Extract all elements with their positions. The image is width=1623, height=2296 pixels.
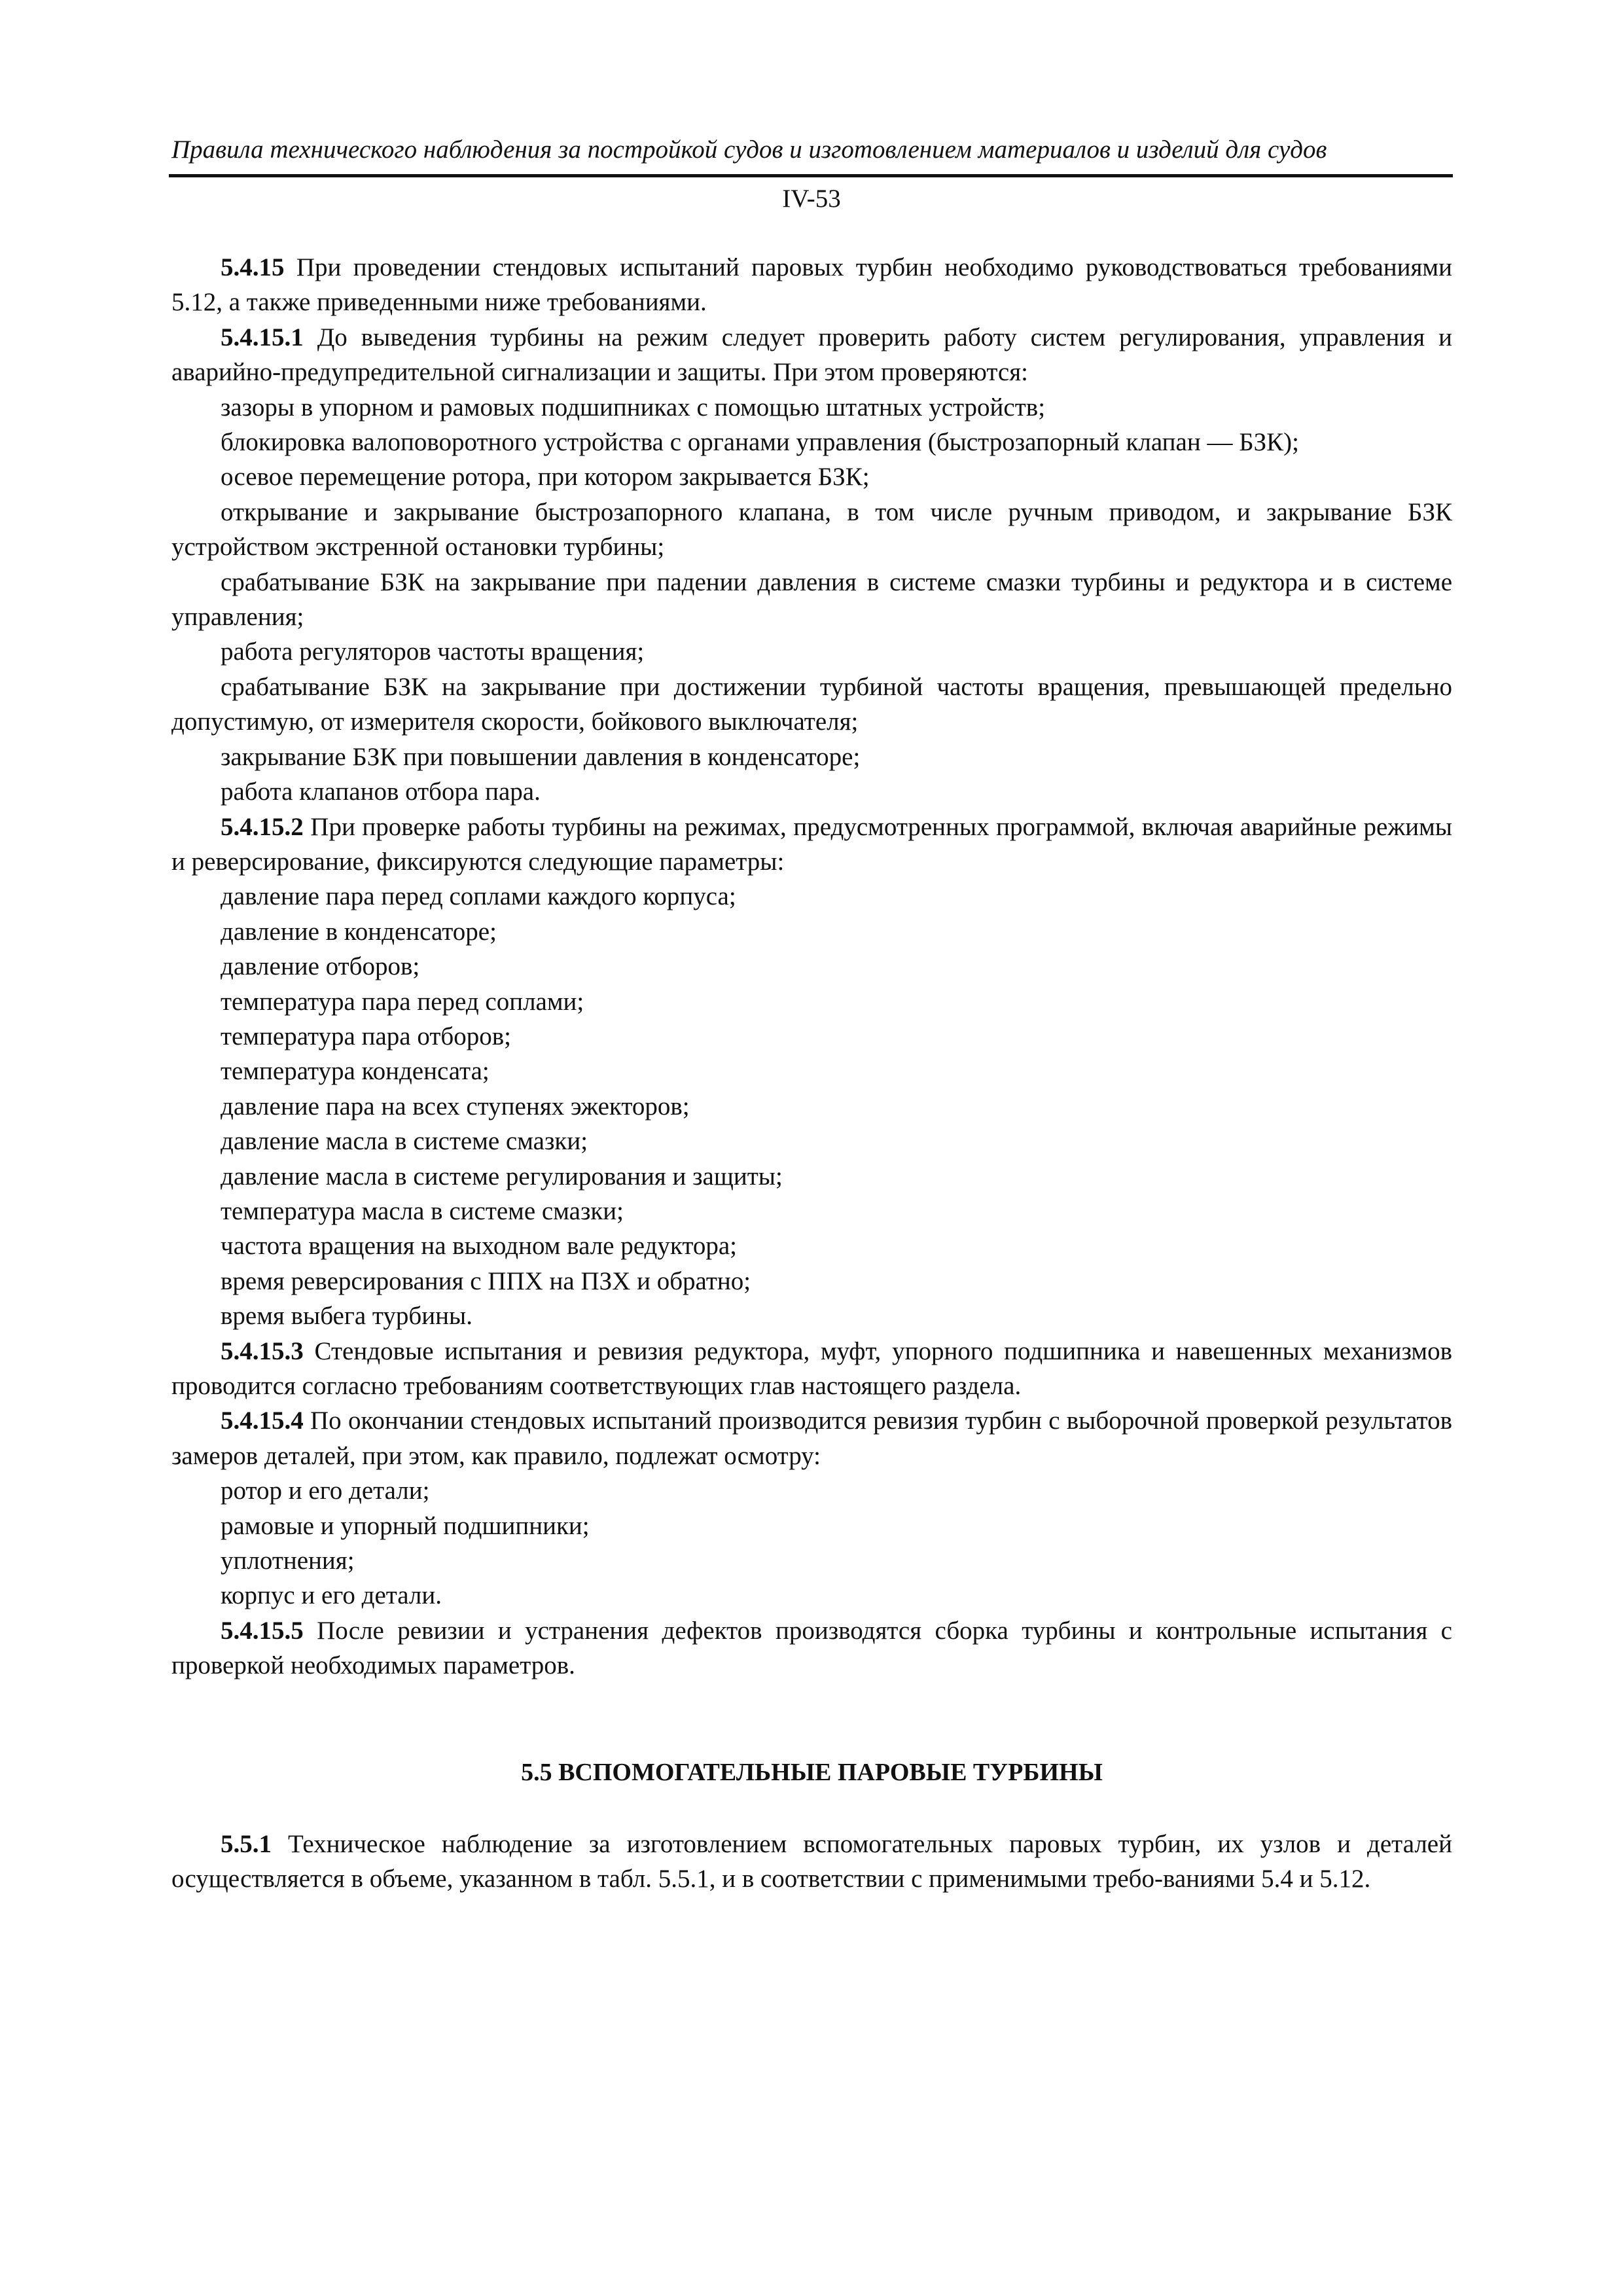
list-item: работа регуляторов частоты вращения; [221,637,645,666]
clause-number: 5.4.15 [221,253,285,281]
clause-text: По окончании стендовых испытаний производится ревизия турбин с выборочной проверкой результатов замеров деталей, при этом, как правило, подлежат осмотру: [171,1407,1452,1470]
document-body [171,250,1452,1897]
clause-number: 5.4.15.3 [221,1336,304,1365]
list-item: время выбега турбины. [221,1302,473,1331]
page-number: IV-53 [782,185,841,213]
clause-text: Техническое наблюдение за изготовлением вспомогательных паровых турбин, их узлов и деталей осуществляется в объеме, указанном в табл. 5.5.1, и в соответствии с применимыми требо-ваниями 5.4 и 5.12. [171,1830,1452,1893]
list-item: частота вращения на выходном вале редуктора; [221,1232,737,1261]
list-item: блокировка валоповоротного устройства с органами управления (быстрозапорный клапан — БЗК); [221,428,1299,457]
clause-5-4-15 [171,250,1452,320]
clause-text: До выведения турбины на режим следует проверить работу систем регулирования, управления и аварийно-предупредительной сигнализации и защиты. При этом проверяются: [171,323,1452,387]
clause-text: После ревизии и устранения дефектов производятся сборка турбины и контрольные испытания с проверкой необходимых параметров. [171,1616,1452,1680]
clause-5-4-15-4 [171,1403,1452,1473]
list-item: работа клапанов отбора пара. [221,778,541,806]
list-item: уплотнения; [221,1547,355,1575]
list-item: рамовые и упорный подшипники; [221,1511,590,1540]
list-item: закрывание БЗК при повышении давления в конденсаторе; [221,742,861,771]
list-item: давление отборов; [221,952,420,981]
clause-text: При проведении стендовых испытаний паровых турбин необходимо руководствоваться требованиями 5.12, а также приведенными ниже требованиями. [171,253,1452,317]
clause-5-4-15-3 [171,1334,1452,1404]
list-item: температура масла в системе смазки; [221,1196,624,1225]
header-rule [169,174,1453,177]
clause-number: 5.4.15.2 [221,812,304,841]
list-item: ротор и его детали; [221,1477,430,1505]
clause-number: 5.5.1 [221,1830,272,1859]
list-item: корпус и его детали. [221,1581,442,1610]
clause-5-5-1 [171,1827,1452,1897]
list-item: температура пара отборов; [221,1022,511,1050]
clause-number: 5.4.15.4 [221,1407,304,1435]
list-item: открывание и закрывание быстрозапорного клапана, в том числе ручным приводом, и закрывание БЗК устройством экстренной остановки турбины; [171,497,1452,562]
list-item: время реверсирования с ППХ на ПЗХ и обратно; [221,1266,751,1295]
list-item: давление масла в системе регулирования и защиты; [221,1162,783,1191]
list-item: осевое перемещение ротора, при котором закрывается БЗК; [221,463,870,492]
section-heading-5-5: 5.5 ВСПОМОГАТЕЛЬНЫЕ ПАРОВЫЕ ТУРБИНЫ [521,1758,1103,1786]
clause-5-4-15-2 [171,810,1452,880]
clause-5-4-15-1 [171,320,1452,390]
list-item: давление в конденсаторе; [221,917,497,946]
list-item: давление масла в системе смазки; [221,1127,588,1156]
list-item: температура конденсата; [221,1057,490,1086]
list-item: срабатывание БЗК на закрывание при падении давления в системе смазки турбины и редуктора и в системе управления; [171,567,1452,632]
clause-number: 5.4.15.1 [221,323,304,351]
list-item: температура пара перед соплами; [221,987,584,1016]
clause-number: 5.4.15.5 [221,1616,304,1645]
list-item: давление пара на всех ступенях эжекторов; [221,1092,690,1121]
clause-5-4-15-5 [171,1613,1452,1683]
clause-text: При проверке работы турбины на режимах, предусмотренных программой, включая аварийные режимы и реверсирование, фиксируются следующие параметры: [171,812,1452,876]
page-header-title: Правила технического наблюдения за постройкой судов и изготовлением материалов и изделий для судов [171,135,1327,164]
list-item: давление пара перед соплами каждого корпуса; [221,882,736,911]
list-item: зазоры в упорном и рамовых подшипниках с помощью штатных устройств; [221,393,1046,422]
list-item: срабатывание БЗК на закрывание при достижении турбиной частоты вращения, превышающей предельно допустимую, от измерителя скорости, бойкового выключателя; [171,672,1452,736]
clause-text: Стендовые испытания и ревизия редуктора, муфт, упорного подшипника и навешенных механизмов проводится согласно требованиям соответствующих глав настоящего раздела. [171,1336,1452,1400]
